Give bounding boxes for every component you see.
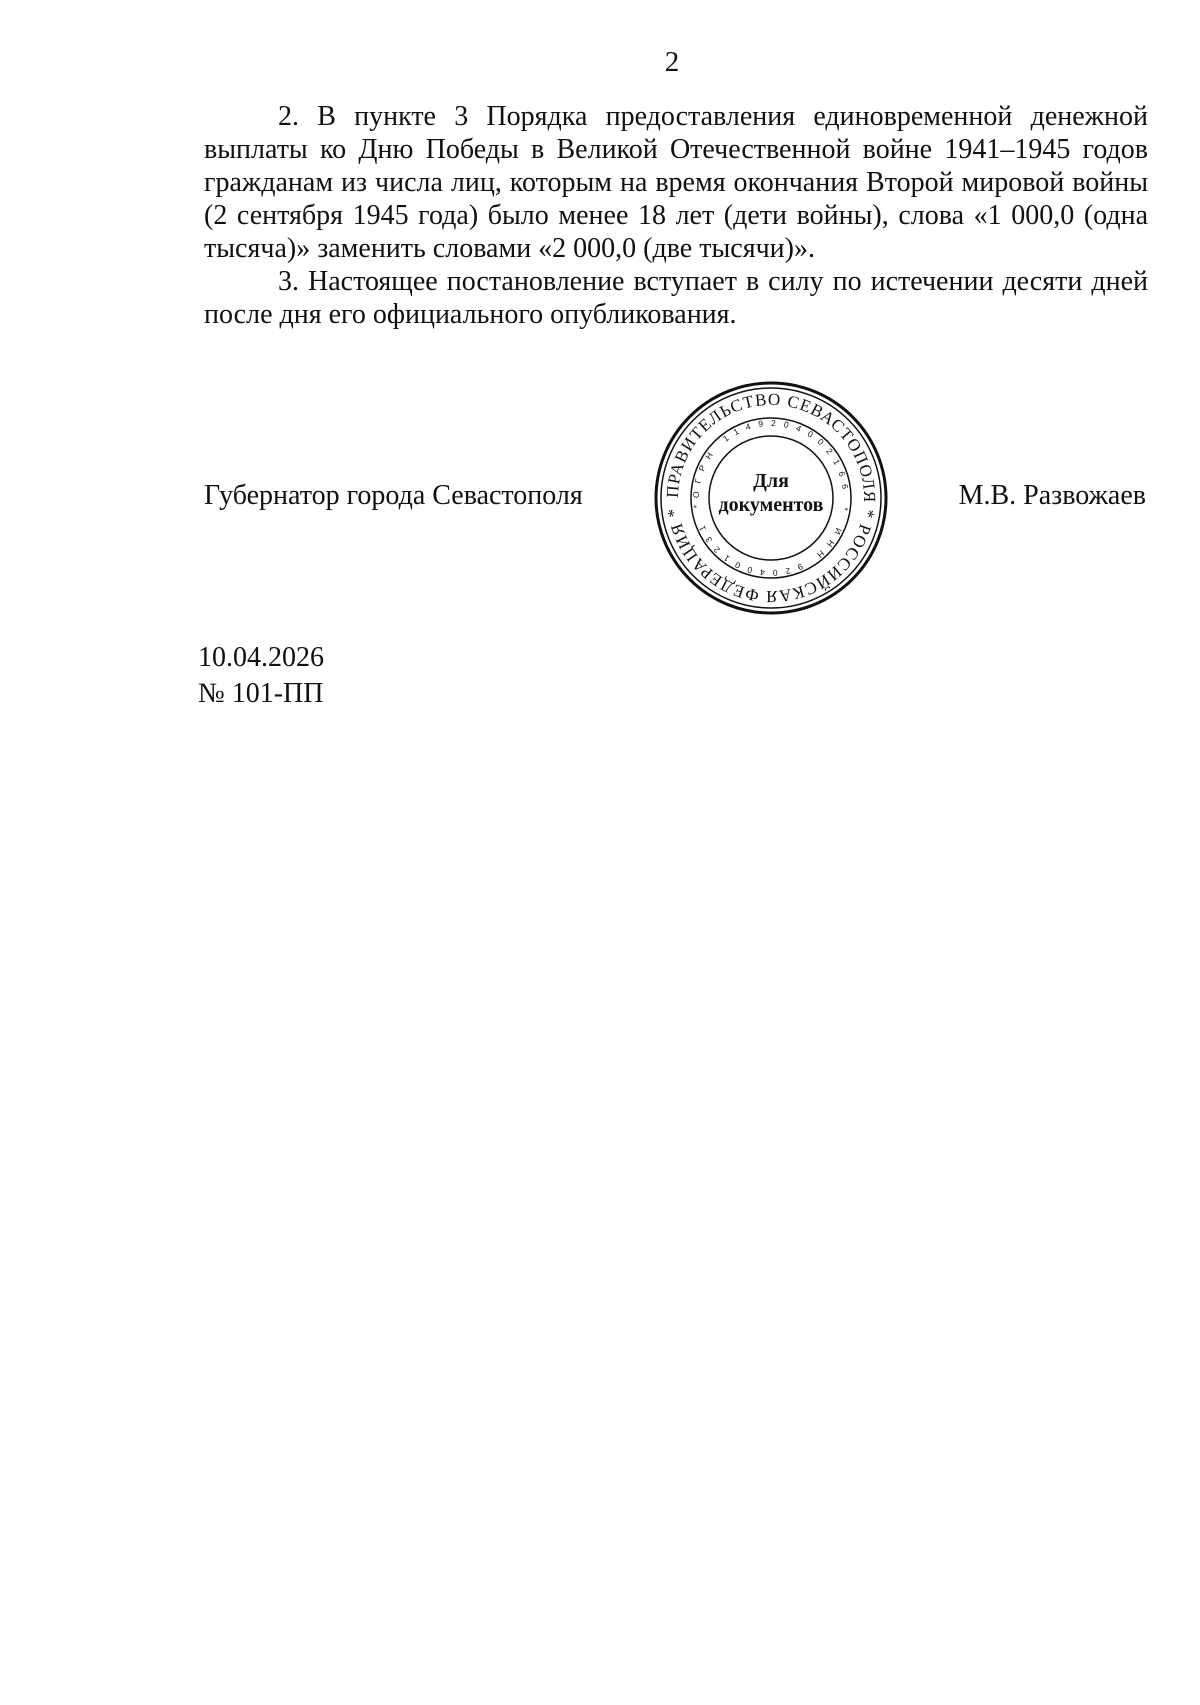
seal-inner-text: ОГРН 1149204002166 * ИНН 9204001231 * [690,417,852,579]
official-seal [652,379,890,617]
seal-center-line2: документов [718,494,824,516]
paragraph-2: 2. В пункте 3 Порядка предоставления единовременной денежной выплаты ко Дню Победы в Великой Отечественной войне 1941–1945 годов гражданам из числа лиц, которым на время окончания Второй мировой войны (2 сентября 1945 года) было менее 18 лет (дети войны), слова «1 000,0 (одна тысяча)» заменить словами «2 000,0 (две тысячи)». [204,101,1148,264]
seal-outer-text: ПРАВИТЕЛЬСТВО СЕВАСТОПОЛЯ * РОССИЙСКАЯ ФЕДЕРАЦИЯ * [662,389,880,607]
document-body [204,100,1148,331]
governor-name: М.В. Развожаев [958,480,1146,511]
document-number: № 101-ПП [198,678,324,709]
document-date: 10.04.2026 [198,642,324,673]
document-meta [198,640,324,712]
seal-stamp-image [652,379,890,617]
page-number: 2 [664,46,680,78]
governor-title: Губернатор города Севастополя [204,480,583,511]
seal-center-line1: Для [753,470,789,492]
paragraph-3: 3. Настоящее постановление вступает в силу по истечении десяти дней после дня его официального опубликования. [204,266,1148,330]
